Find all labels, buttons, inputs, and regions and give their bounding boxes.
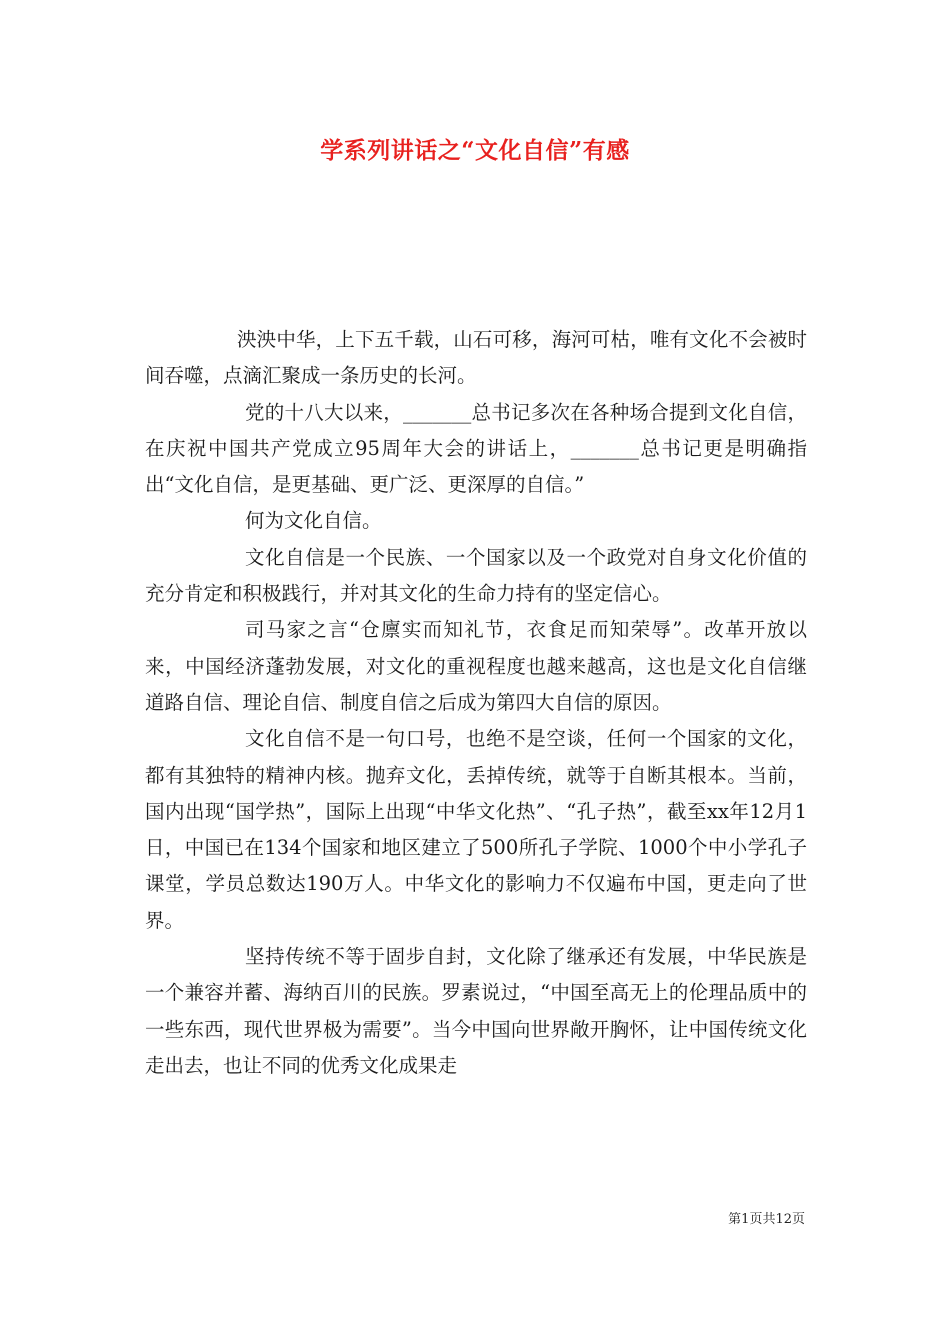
paragraph-6: 文化自信不是一句口号，也绝不是空谈，任何一个国家的文化，都有其独特的精神内核。抛弃文化，丢掉传统，就等于自断其根本。当前，国内出现“国学热”，国际上出现“中华文化热”、“孔子热”，截至xx年12月1日，中国已在134个国家和地区建立了500所孔子学院、1000个中小学孔子课堂，学员总数达190万人。中华文化的影响力不仅遍布中国，更走向了世界。 [145, 727, 807, 932]
paragraph-1: 泱泱中华，上下五千载，山石可移，海河可枯，唯有文化不会被时间吞噬，点滴汇聚成一条历史的长河。 [145, 328, 807, 388]
paragraph-4: 文化自信是一个民族、一个国家以及一个政党对自身文化价值的充分肯定和积极践行，并对其文化的生命力持有的坚定信心。 [145, 545, 807, 606]
paragraph-2: 党的十八大以来，_______总书记多次在各种场合提到文化自信，在庆祝中国共产党成立95周年大会的讲话上，_______总书记更是明确指出“文化自信，是更基础、更广泛、更深厚的自信。” [145, 400, 807, 497]
document-body [145, 322, 807, 1084]
paragraph-5: 司马家之言“仓廪实而知礼节，衣食足而知荣辱”。改革开放以来，中国经济蓬勃发展，对文化的重视程度也越来越高，这也是文化自信继道路自信、理论自信、制度自信之后成为第四大自信的原因。 [145, 618, 807, 714]
paragraph-7: 坚持传统不等于固步自封，文化除了继承还有发展，中华民族是一个兼容并蓄、海纳百川的民族。罗素说过，“中国至高无上的伦理品质中的一些东西，现代世界极为需要”。当今中国向世界敞开胸怀，让中国传统文化走出去，也让不同的优秀文化成果走 [145, 945, 807, 1077]
document-title: 学系列讲话之“文化自信”有感 [320, 137, 630, 164]
page-number-footer: 第1页共12页 [728, 1212, 805, 1227]
paragraph-3: 何为文化自信。 [245, 509, 382, 533]
